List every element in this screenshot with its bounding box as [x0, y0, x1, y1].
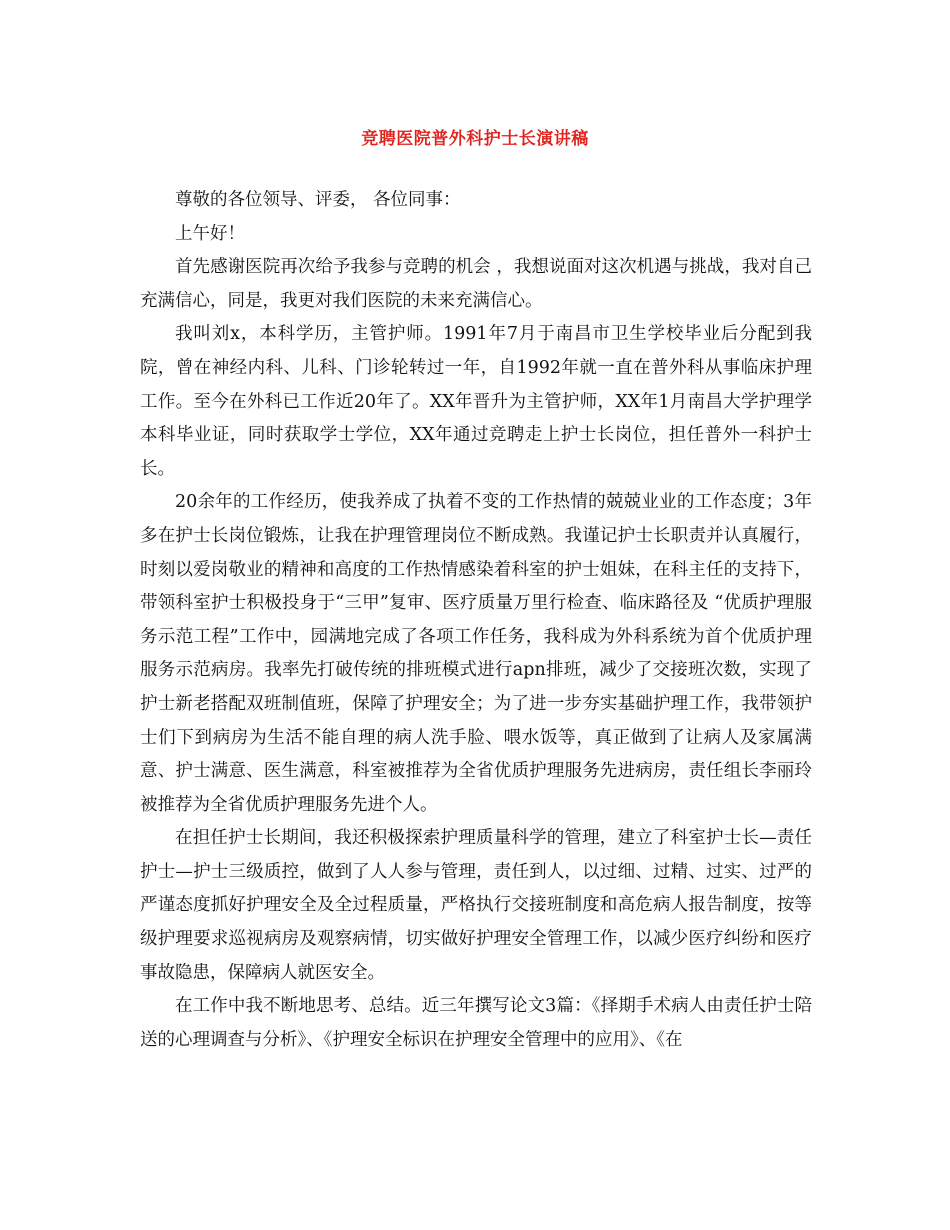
salutation: 尊敬的各位领导、评委， 各位同事：	[175, 190, 461, 210]
paragraph-introduction: 我叫刘x，本科学历，主管护师。1991年7月于南昌市卫生学校毕业后分配到我院，曾在神经内科、儿科、门诊轮转过一年，自1992年就一直在普外科从事临床护理工作。至今在外科已工作近20年了。XX年晋升为主管护师，XX年1月南昌大学护理学本科毕业证，同时获取学士学位，XX年通过竞聘走上护士长岗位，担任普外一科护士长。	[140, 324, 812, 479]
paragraph-work-experience: 20余年的工作经历，使我养成了执着不变的工作热情的兢兢业业的工作态度；3年多在护士长岗位锻炼，让我在护理管理岗位不断成熟。我谨记护士长职责并认真履行，时刻以爱岗敬业的精神和高度的工作热情感染着科室的护士姐妹，在科主任的支持下，带领科室护士积极投身于“三甲”复审、医疗质量万里行检查、临床路径及 “优质护理服务示范工程”工作中，园满地完成了各项工作任务，我科成为外科系统为首个优质护理服务示范病房。我率先打破传统的排班模式进行apn排班，减少了交接班次数，实现了护士新老搭配双班制值班，保障了护理安全；为了进一步夯实基础护理工作，我带领护士们下到病房为生活不能自理的病人洗手脸、喂水饭等，真正做到了让病人及家属满意、护士满意、医生满意，科室被推荐为全省优质护理服务先进病房，责任组长李丽玲被推荐为全省优质护理服务先进个人。	[140, 492, 812, 815]
document-title: 竞聘医院普外科护士长演讲稿	[361, 129, 589, 149]
paragraph-thanks: 首先感谢医院再次给予我参与竞聘的机会 ，我想说面对这次机遇与挑战，我对自己充满信心，同是，我更对我们医院的未来充满信心。	[140, 257, 812, 311]
document-body	[140, 184, 812, 1057]
paragraph-research: 在工作中我不断地思考、总结。近三年撰写论文3篇：《择期手术病人由责任护士陪送的心理调查与分析》、《护理安全标识在护理安全管理中的应用》、《在	[140, 996, 812, 1050]
greeting: 上午好！	[175, 223, 245, 244]
paragraph-quality-management: 在担任护士长期间，我还积极探索护理质量科学的管理，建立了科室护士长—责任护士—护士三级质控，做到了人人参与管理，责任到人，以过细、过精、过实、过严的严谨态度抓好护理安全及全过程质量，严格执行交接班制度和高危病人报告制度，按等级护理要求巡视病房及观察病情，切实做好护理安全管理工作，以减少医疗纠纷和医疗事故隐患，保障病人就医安全。	[140, 828, 812, 983]
